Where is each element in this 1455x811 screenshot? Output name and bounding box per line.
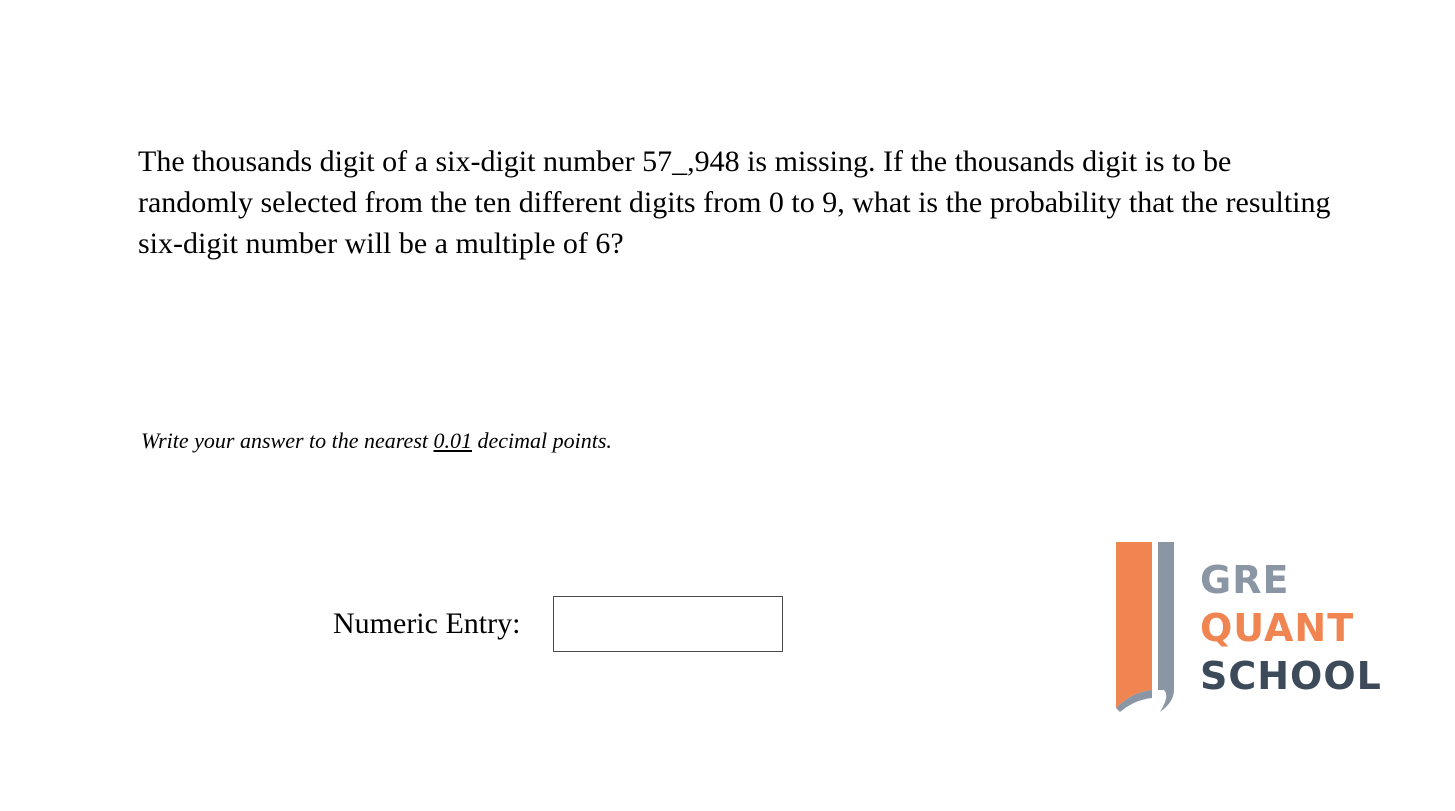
logo-line-1: GRE [1200,557,1290,602]
book-icon [1112,540,1182,715]
logo-line-3: SCHOOL [1200,653,1382,698]
logo-line-2: QUANT [1200,605,1355,650]
logo-wordmark [1200,557,1382,698]
gre-quant-school-logo [1112,535,1382,720]
instruction-underlined-value: 0.01 [433,428,472,453]
question-text: The thousands digit of a six-digit number 57_,948 is missing. If the thousands digit is to be randomly selected from the ten different digits from 0 to 9, what is the probability that the resulting six-digit number will be a multiple of 6? [138,145,1331,260]
numeric-entry-input[interactable] [553,596,783,652]
numeric-entry-label: Numeric Entry: [333,607,521,640]
question-block [138,142,1338,264]
answer-instruction [141,428,612,454]
numeric-entry-row [333,596,783,652]
instruction-suffix: decimal points. [472,428,612,453]
instruction-prefix: Write your answer to the nearest [141,428,434,453]
